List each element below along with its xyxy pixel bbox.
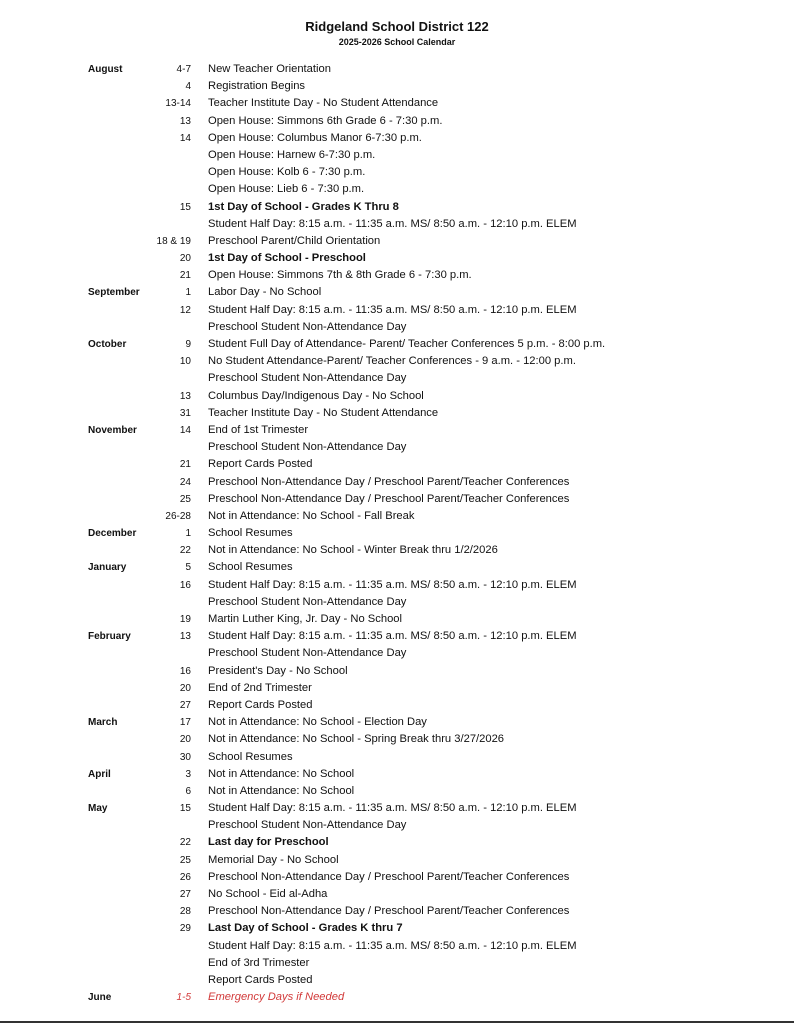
event-description: Teacher Institute Day - No Student Attendance — [208, 406, 439, 419]
calendar-row — [0, 938, 794, 955]
event-description: Not in Attendance: No School — [208, 784, 355, 797]
calendar-row — [0, 474, 794, 491]
event-description: No School - Eid al-Adha — [208, 888, 328, 900]
event-description: Not in Attendance: No School - Fall Break — [208, 509, 415, 522]
event-description: Memorial Day - No School — [208, 853, 339, 866]
event-description: Preschool Non-Attendance Day / Preschool Parent/Teacher Conferences — [208, 492, 570, 505]
event-description: Open House: Lieb 6 - 7:30 p.m. — [208, 183, 365, 196]
event-description: Teacher Institute Day - No Student Attendance — [208, 97, 439, 110]
calendar-row — [0, 319, 794, 336]
calendar-row — [0, 113, 794, 130]
calendar-row — [0, 370, 794, 387]
event-description: Last day for Preschool — [208, 836, 329, 849]
date-cell: 21 — [179, 459, 191, 471]
month-label: June — [88, 992, 112, 1004]
month-label: February — [88, 631, 131, 643]
calendar-row — [0, 594, 794, 611]
date-cell: 9 — [185, 339, 191, 350]
event-description: Preschool Student Non-Attendance Day — [208, 819, 407, 832]
event-description: Registration Begins — [208, 80, 306, 93]
document-subtitle: 2025-2026 School Calendar — [338, 37, 456, 47]
event-description: Preschool Student Non-Attendance Day — [208, 647, 407, 660]
event-description: Columbus Day/Indigenous Day - No School — [208, 389, 424, 402]
calendar-row — [0, 147, 794, 164]
date-cell: 1-5 — [176, 992, 191, 1004]
calendar-row — [0, 628, 794, 645]
calendar-row — [0, 663, 794, 680]
event-description: No Student Attendance-Parent/ Teacher Conferences - 9 a.m. - 12:00 p.m. — [208, 355, 576, 368]
date-cell: 1 — [185, 528, 191, 540]
event-description: Last Day of School - Grades K thru 7 — [208, 922, 403, 935]
date-cell: 13 — [179, 631, 191, 643]
calendar-row — [0, 611, 794, 628]
calendar-row — [0, 491, 794, 508]
calendar-row — [0, 388, 794, 405]
calendar-row — [0, 422, 794, 439]
event-description: Student Full Day of Attendance- Parent/ Teacher Conferences 5 p.m. - 8:00 p.m. — [208, 338, 606, 350]
date-cell: 6 — [185, 785, 191, 797]
calendar-row — [0, 78, 794, 95]
event-description: Not in Attendance: No School — [208, 767, 355, 780]
date-cell: 22 — [179, 545, 191, 557]
event-description: Report Cards Posted — [208, 698, 313, 711]
date-cell: 25 — [179, 854, 191, 866]
event-description: Student Half Day: 8:15 a.m. - 11:35 a.m. MS/ 8:50 a.m. - 12:10 p.m. ELEM — [208, 802, 577, 815]
calendar-row — [0, 800, 794, 817]
calendar-row — [0, 766, 794, 783]
event-description: Student Half Day: 8:15 a.m. - 11:35 a.m. MS/ 8:50 a.m. - 12:10 p.m. ELEM — [208, 578, 577, 591]
date-cell: 20 — [179, 253, 191, 265]
calendar-row — [0, 731, 794, 748]
date-cell: 21 — [179, 270, 191, 282]
calendar-row — [0, 749, 794, 766]
month-label: April — [88, 768, 111, 780]
month-label: August — [88, 64, 123, 75]
calendar-row — [0, 834, 794, 851]
date-cell: 28 — [179, 906, 191, 918]
event-description: Labor Day - No School — [208, 286, 322, 299]
calendar-row — [0, 456, 794, 473]
calendar-row — [0, 783, 794, 800]
event-description: Preschool Non-Attendance Day / Preschool Parent/Teacher Conferences — [208, 475, 570, 488]
calendar-row — [0, 405, 794, 422]
date-cell: 20 — [179, 682, 191, 694]
event-description: School Resumes — [208, 561, 293, 574]
date-cell: 13 — [179, 115, 191, 127]
calendar-entries — [0, 61, 794, 1006]
event-description: Open House: Kolb 6 - 7:30 p.m. — [208, 166, 366, 179]
date-cell: 17 — [179, 717, 191, 729]
event-description: Student Half Day: 8:15 a.m. - 11:35 a.m. MS/ 8:50 a.m. - 12:10 p.m. ELEM — [208, 939, 577, 952]
month-label: November — [88, 424, 137, 436]
date-cell: 18 & 19 — [156, 235, 191, 247]
event-description: End of 1st Trimester — [208, 423, 309, 436]
date-cell: 3 — [185, 768, 191, 780]
event-description: Open House: Harnew 6-7:30 p.m. — [208, 148, 376, 161]
event-description: Preschool Non-Attendance Day / Preschool Parent/Teacher Conferences — [208, 905, 570, 918]
calendar-row — [0, 61, 794, 78]
month-label: March — [88, 717, 118, 729]
date-cell: 20 — [179, 734, 191, 746]
calendar-row — [0, 508, 794, 525]
date-cell: 27 — [179, 699, 191, 711]
calendar-row — [0, 181, 794, 198]
calendar-row — [0, 525, 794, 542]
calendar-row — [0, 216, 794, 233]
event-description: Open House: Simmons 7th & 8th Grade 6 - 7:30 p.m. — [208, 269, 472, 282]
calendar-row — [0, 336, 794, 353]
calendar-row — [0, 955, 794, 972]
event-description: 1st Day of School - Grades K Thru 8 — [208, 200, 399, 213]
calendar-row — [0, 302, 794, 319]
calendar-row — [0, 920, 794, 937]
event-description: Preschool Student Non-Attendance Day — [208, 372, 407, 385]
date-cell: 16 — [179, 665, 191, 677]
calendar-row — [0, 542, 794, 559]
calendar-row — [0, 852, 794, 869]
event-description: Not in Attendance: No School - Winter Break thru 1/2/2026 — [208, 544, 498, 557]
date-cell: 14 — [179, 132, 191, 144]
calendar-row — [0, 95, 794, 112]
event-description: Student Half Day: 8:15 a.m. - 11:35 a.m. MS/ 8:50 a.m. - 12:10 p.m. ELEM — [208, 217, 577, 230]
calendar-row — [0, 577, 794, 594]
event-description: Preschool Parent/Child Orientation — [208, 234, 381, 247]
date-cell: 25 — [179, 493, 191, 505]
event-description: Student Half Day: 8:15 a.m. - 11:35 a.m. MS/ 8:50 a.m. - 12:10 p.m. ELEM — [208, 630, 577, 643]
document-title: Ridgeland School District 122 — [305, 19, 489, 34]
calendar-row — [0, 714, 794, 731]
date-cell: 4-7 — [176, 64, 191, 75]
calendar-row — [0, 267, 794, 284]
event-description: President's Day - No School — [208, 664, 348, 677]
calendar-row — [0, 130, 794, 147]
month-label: May — [88, 803, 108, 815]
date-cell: 16 — [179, 579, 191, 591]
date-cell: 15 — [179, 803, 191, 815]
event-description: New Teacher Orientation — [208, 63, 331, 75]
event-description: Preschool Student Non-Attendance Day — [208, 320, 407, 333]
date-cell: 27 — [179, 889, 191, 900]
calendar-row — [0, 164, 794, 181]
calendar-row — [0, 199, 794, 216]
event-description: Not in Attendance: No School - Election Day — [208, 716, 427, 729]
calendar-row — [0, 250, 794, 267]
date-cell: 29 — [179, 923, 191, 935]
event-description: 1st Day of School - Preschool — [208, 252, 366, 265]
event-description: Report Cards Posted — [208, 458, 313, 471]
calendar-row — [0, 903, 794, 920]
date-cell: 1 — [185, 287, 191, 299]
date-cell: 13-14 — [165, 98, 191, 110]
date-cell: 24 — [179, 476, 191, 488]
date-cell: 5 — [185, 562, 191, 574]
date-cell: 26-28 — [165, 510, 191, 522]
date-cell: 4 — [185, 81, 191, 93]
date-cell: 12 — [179, 304, 191, 316]
date-cell: 10 — [179, 356, 191, 368]
date-cell: 13 — [179, 390, 191, 402]
calendar-row — [0, 989, 794, 1006]
date-cell: 30 — [179, 751, 191, 763]
date-cell: 15 — [179, 201, 191, 213]
calendar-row — [0, 697, 794, 714]
calendar-row — [0, 353, 794, 370]
event-description: Open House: Columbus Manor 6-7:30 p.m. — [208, 131, 422, 144]
page-bottom-rule — [0, 1021, 794, 1023]
event-description: Open House: Simmons 6th Grade 6 - 7:30 p.m. — [208, 114, 443, 127]
calendar-row — [0, 559, 794, 576]
event-description: End of 2nd Trimester — [208, 681, 312, 694]
calendar-row — [0, 886, 794, 903]
calendar-row — [0, 972, 794, 989]
calendar-header — [0, 18, 794, 48]
calendar-row — [0, 817, 794, 834]
event-description: Preschool Non-Attendance Day / Preschool Parent/Teacher Conferences — [208, 870, 570, 883]
event-description: End of 3rd Trimester — [208, 956, 310, 969]
calendar-row — [0, 869, 794, 886]
calendar-row — [0, 680, 794, 697]
event-description: Preschool Student Non-Attendance Day — [208, 595, 407, 608]
event-description: Preschool Student Non-Attendance Day — [208, 441, 407, 454]
event-description: Emergency Days if Needed — [208, 991, 345, 1004]
calendar-row — [0, 645, 794, 662]
date-cell: 19 — [179, 614, 191, 625]
month-label: January — [88, 562, 127, 574]
event-description: School Resumes — [208, 527, 293, 540]
event-description: Student Half Day: 8:15 a.m. - 11:35 a.m. MS/ 8:50 a.m. - 12:10 p.m. ELEM — [208, 303, 577, 316]
event-description: Report Cards Posted — [208, 973, 313, 986]
calendar-row — [0, 233, 794, 250]
month-label: October — [88, 339, 127, 350]
date-cell: 14 — [179, 424, 191, 436]
date-cell: 31 — [179, 407, 191, 419]
calendar-row — [0, 439, 794, 456]
event-description: Martin Luther King, Jr. Day - No School — [208, 613, 402, 625]
calendar-row — [0, 284, 794, 301]
event-description: School Resumes — [208, 750, 293, 763]
event-description: Not in Attendance: No School - Spring Break thru 3/27/2026 — [208, 733, 505, 746]
date-cell: 26 — [179, 871, 191, 883]
month-label: September — [88, 287, 140, 299]
month-label: December — [88, 528, 137, 540]
date-cell: 22 — [179, 837, 191, 849]
